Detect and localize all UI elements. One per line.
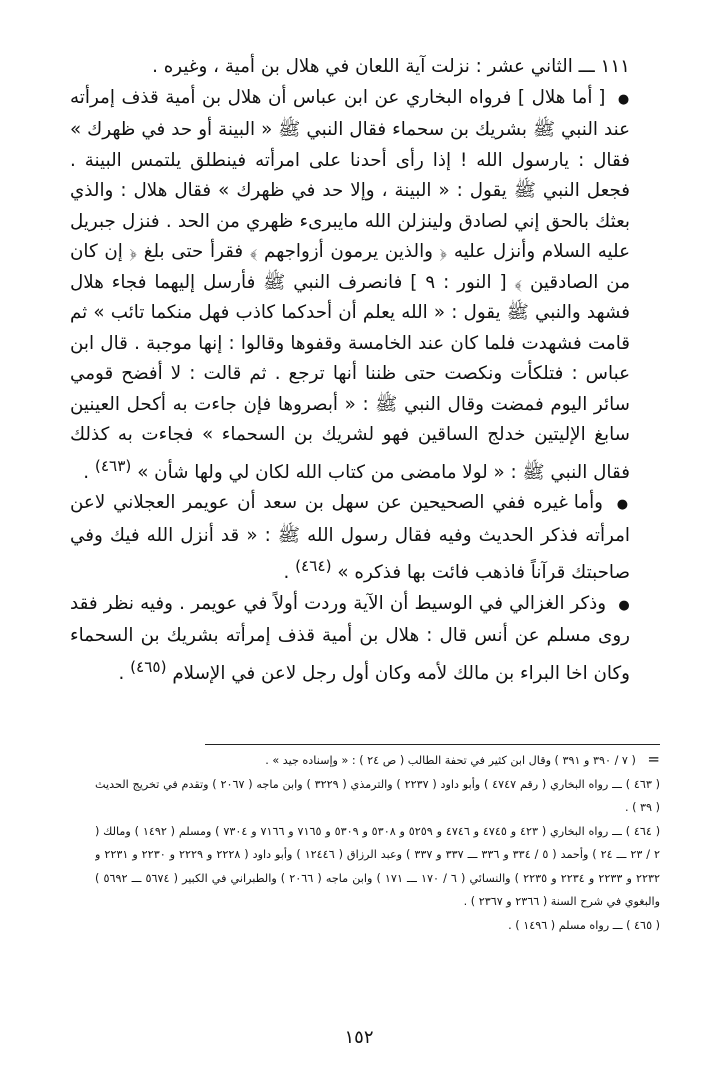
page-number: ١٥٢ [344,1027,374,1048]
paragraph-text: [ أما هلال ] فرواه البخاري عن ابن عباس أن هلال بن أمية قذف إمرأته عند النبي ﷺ بشريك بن سحماء فقال النبي ﷺ « البينة أو حد في ظهرك » فقال : يارسول الله ! إذا رأى أحدنا على امرأته فينطلق يلتمس البينة . فجعل النبي ﷺ يقول : « البينة ، وإلا حد في ظهرك » فقال هلال : والذي بعثك بالحق إني لصادق ولينزلن الله مايبرىء ظهري من الحد . فنزل جبريل عليه السلام وأنزل عليه ﴿ والذين يرمون أزواجهم ﴾ فقرأ حتى بلغ ﴿ إن كان من الصادقين ﴾ [ النور : ٩ ] فانصرف النبي ﷺ فأرسل إليهما فجاء هلال فشهد والنبي ﷺ يقول : « الله يعلم أن أحدكما كاذب فهل منكما تائب » ثم قامت فشهدت فلما كان عند الخامسة وقفوها وقالوا : إنها موجبة . قال ابن عباس : فتلكأت ونكصت حتى ظننا أنها ترجع . ثم قالت : لا أفضح قومي سائر اليوم فمضت وقال النبي ﷺ : « أبصروها فإن جاءت به أكحل العينين سابغ الإليتين خدلج الساقين فهو لشريك بن السحماء » فجاءت به كذلك فقال النبي ﷺ : « لولا مامضى من كتاب الله لكان لي ولها شأن » [70,86,630,483]
footnote-continued [95,748,660,773]
footnote-divider [205,744,660,745]
footnote-464: ( ٤٦٤ ) ـــ رواه البخاري ( ٤٢٣ و ٤٧٤٥ و ٤٧٤٦ و ٥٢٥٩ و ٥٣٠٨ و ٥٣٠٩ و ٧١٦٥ و ٧١٦٦ و ٧٣٠٤ ) ومسلم ( ١٤٩٢ ) ومالك ( ٢ / ٢٣ ـــ ٢٤ ) وأحمد ( ٥ / ٣٣٤ و ٣٣٦ ـــ ٣٣٧ و ٣٣٧ ) وعبد الرزاق ( ١٢٤٤٦ ) وأبو داود ( ٢٢٢٨ و ٢٢٢٩ و ٢٢٣٠ و ٢٢٣١ و ٢٢٣٢ و ٢٢٣٣ و ٢٢٣٤ و ٢٢٣٥ ) والنسائي ( ٦ / ١٧٠ ـــ ١٧١ ) وابن ماجه ( ٢٠٦٦ ) والطبراني في الكبير ( ٥٦٧٤ ـــ ٥٦٩٢ ) والبغوي في شرح السنة ( ٢٣٦٦ و ٢٣٦٧ ) . [95,824,660,908]
paragraph-text: وذكر الغزالي في الوسيط أن الآية وردت أولاً في عويمر . وفيه نظر فقد روى مسلم عن أنس قال : هلال بن أمية قذف إمرأته بشريك بن السحماء وكان اخا البراء بن مالك لأمه وكان أول رجل لاعن في الإسلام [70,592,630,684]
continuation-mark: = [647,750,660,768]
paragraph-text: وأما غيره ففي الصحيحين عن سهل بن سعد أن عويمر العجلاني لاعن امرأته فذكر الحديث وفيه فقال رسول الله ﷺ : « قد أنزل الله فيك وفي صاحبتك قرآناً فاذهب فائت بها فذكره » [70,492,630,584]
footnote-ref: (٤٦٥) [130,657,167,676]
main-text-body [70,52,630,736]
bullet-icon: ● [618,597,630,613]
paragraph-hilal [70,83,630,489]
footnote-ref: (٤٦٤) [295,557,332,576]
footnote-ref: (٤٦٣) [94,456,132,475]
paragraph-ghazali [70,589,630,690]
footnote-463: ( ٤٦٣ ) ـــ رواه البخاري ( رقم ٤٧٤٧ ) وأبو داود ( ٢٢٣٧ ) والترمذي ( ٣٢٢٩ ) وابن ماجه ( ٢٠٦٧ ) وتقدم في تخريج الحديث ( ٣٩ ) . [95,777,660,814]
footnotes [95,748,660,1030]
paragraph-end: . [83,461,90,483]
footnote-465: ( ٤٦٥ ) ـــ رواه مسلم ( ١٤٩٦ ) . [508,918,660,932]
bullet-icon: ● [616,497,630,513]
section-heading: ١١١ ـــ الثاني عشر : نزلت آية اللعان في هلال بن أمية ، وغيره . [152,56,630,77]
paragraph-end: . [283,562,290,584]
bullet-icon: ● [617,91,630,107]
paragraph-end: . [118,662,125,684]
footnote-text: ( ٧ / ٣٩٠ و ٣٩١ ) وقال ابن كثير في تحفة الطالب ( ص ٢٤ ) : « وإسناده جيد » . [265,754,636,767]
paragraph-others [70,488,630,589]
